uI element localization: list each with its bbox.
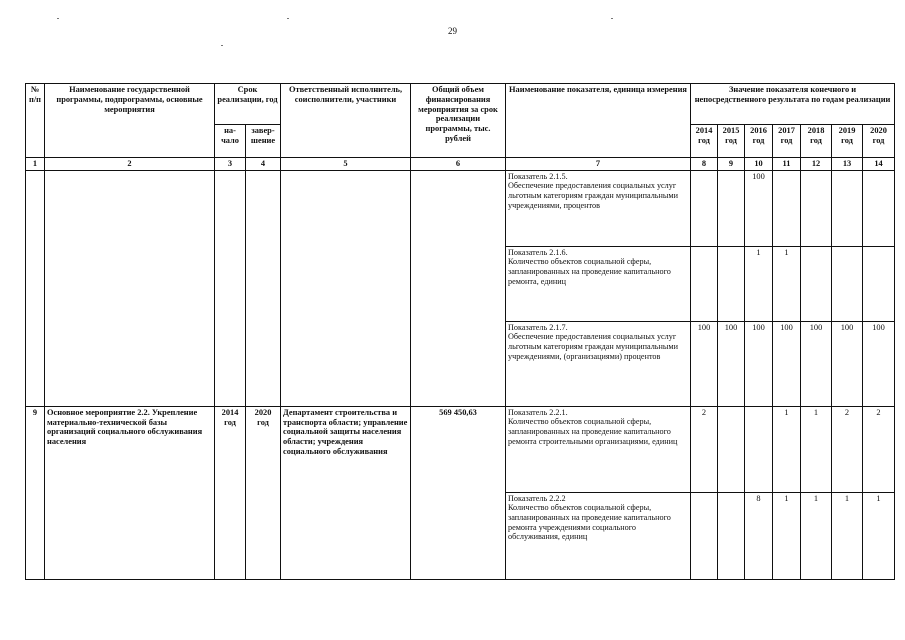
responsible-parties: Департамент строительства и транспорта области; управление социальной защиты населения области; учреждения социального обслуживания: [281, 406, 411, 579]
row-number: 9: [26, 406, 45, 579]
header-year: 2017 год: [773, 125, 801, 158]
value-cell: [832, 246, 863, 321]
scan-speck: [57, 18, 59, 19]
end-year: 2020 год: [246, 406, 281, 579]
header-term: Срок реализации, год: [215, 84, 281, 125]
header-name: Наименование государственной программы, подпрограммы, основные мероприятия: [45, 84, 215, 158]
cell-empty: [26, 170, 45, 406]
page-number: 29: [448, 26, 457, 36]
value-cell: 100: [691, 321, 718, 406]
value-cell: 100: [773, 321, 801, 406]
header-num: № п/п: [26, 84, 45, 158]
indicator-cell: Показатель 2.1.6. Количество объектов социальной сферы, запланированных на проведение капитального ремонта, единиц: [506, 246, 691, 321]
value-cell: [691, 170, 718, 246]
column-number: 10: [745, 158, 773, 171]
column-number: 13: [832, 158, 863, 171]
measure-name: Основное мероприятие 2.2. Укрепление материально-технической базы организаций социального обслуживания населения: [45, 406, 215, 579]
cell-empty: [281, 170, 411, 406]
column-number: 9: [718, 158, 745, 171]
header-year: 2014 год: [691, 125, 718, 158]
column-number: 2: [45, 158, 215, 171]
value-cell: 100: [801, 321, 832, 406]
value-cell: 2: [691, 406, 718, 492]
table-row: [26, 170, 895, 246]
header-term-end: завер-шение: [246, 125, 281, 158]
indicator-cell: Показатель 2.2.2 Количество объектов социальной сферы, запланированных на проведение капитального ремонта учреждениями социального обслуживания, единиц: [506, 492, 691, 579]
header-row-1: [26, 84, 895, 125]
value-cell: 2: [832, 406, 863, 492]
column-number: 1: [26, 158, 45, 171]
table-row: [26, 406, 895, 492]
scan-speck: [221, 45, 223, 46]
indicator-cell: Показатель 2.1.5. Обеспечение предоставления социальных услуг льготным категориям граждан муниципальными учреждениями, процентов: [506, 170, 691, 246]
value-cell: [691, 246, 718, 321]
header-term-start: на-чало: [215, 125, 246, 158]
column-number: 11: [773, 158, 801, 171]
value-cell: 1: [745, 246, 773, 321]
header-values: Значение показателя конечного и непосредственного результата по годам реализации: [691, 84, 895, 125]
header-responsible: Ответственный исполнитель, соисполнители, участники: [281, 84, 411, 158]
header-financing: Общий объем финансирования мероприятия за срок реализации программы, тыс. рублей: [411, 84, 506, 158]
cell-empty: [411, 170, 506, 406]
header-year: 2015 год: [718, 125, 745, 158]
value-cell: 100: [832, 321, 863, 406]
column-number: 3: [215, 158, 246, 171]
indicator-cell: Показатель 2.2.1. Количество объектов социальной сферы, запланированных на проведение капитального ремонта строительными организациями, единиц: [506, 406, 691, 492]
scan-speck: [287, 18, 289, 19]
value-cell: 1: [773, 246, 801, 321]
value-cell: [691, 492, 718, 579]
value-cell: [718, 246, 745, 321]
value-cell: [773, 170, 801, 246]
value-cell: 1: [863, 492, 895, 579]
column-number: 14: [863, 158, 895, 171]
column-number: 6: [411, 158, 506, 171]
header-indicator: Наименование показателя, единица измерения: [506, 84, 691, 158]
scan-speck: [611, 18, 613, 19]
header-year: 2016 год: [745, 125, 773, 158]
column-number: 4: [246, 158, 281, 171]
value-cell: 100: [745, 170, 773, 246]
cell-empty: [215, 170, 246, 406]
column-number: 8: [691, 158, 718, 171]
cell-empty: [246, 170, 281, 406]
value-cell: 1: [801, 492, 832, 579]
value-cell: 1: [773, 492, 801, 579]
value-cell: [718, 406, 745, 492]
cell-empty: [45, 170, 215, 406]
indicators-table: [25, 83, 895, 580]
column-number: 7: [506, 158, 691, 171]
value-cell: 1: [773, 406, 801, 492]
value-cell: [745, 406, 773, 492]
value-cell: 100: [863, 321, 895, 406]
value-cell: [832, 170, 863, 246]
value-cell: 1: [832, 492, 863, 579]
value-cell: [863, 170, 895, 246]
value-cell: 100: [745, 321, 773, 406]
value-cell: 8: [745, 492, 773, 579]
header-year: 2020 год: [863, 125, 895, 158]
column-number: 5: [281, 158, 411, 171]
column-numbers-row: [26, 158, 895, 171]
value-cell: [863, 246, 895, 321]
value-cell: 2: [863, 406, 895, 492]
financing-amount: 569 450,63: [411, 406, 506, 579]
value-cell: [718, 170, 745, 246]
value-cell: [801, 246, 832, 321]
column-number: 12: [801, 158, 832, 171]
indicator-cell: Показатель 2.1.7. Обеспечение предоставления социальных услуг льготным категориям граждан муниципальными учреждениями, (организациями) процентов: [506, 321, 691, 406]
value-cell: [801, 170, 832, 246]
header-year: 2019 год: [832, 125, 863, 158]
value-cell: 1: [801, 406, 832, 492]
start-year: 2014 год: [215, 406, 246, 579]
value-cell: [718, 492, 745, 579]
value-cell: 100: [718, 321, 745, 406]
header-year: 2018 год: [801, 125, 832, 158]
